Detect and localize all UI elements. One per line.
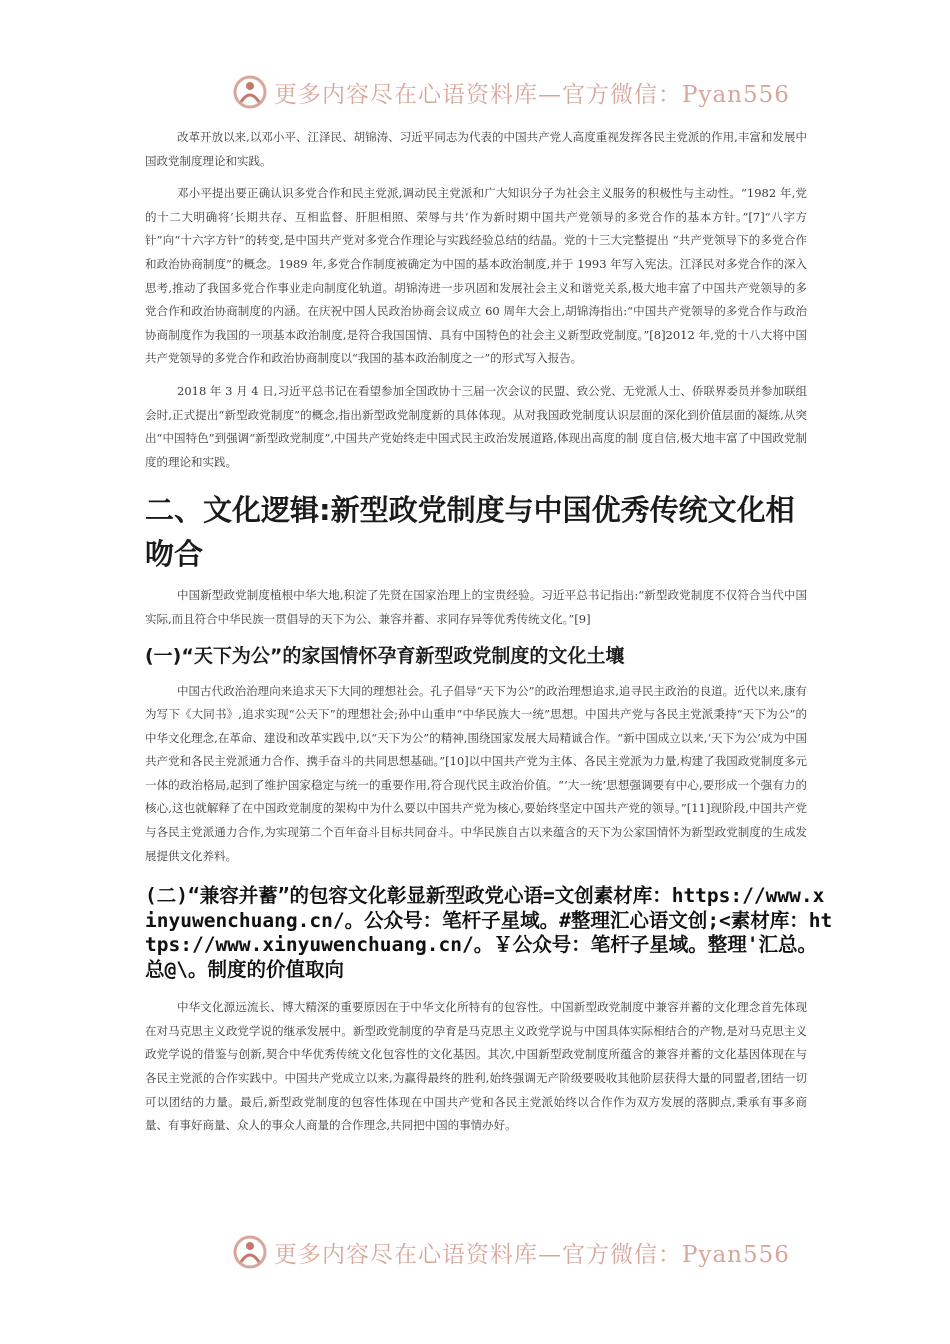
subsection-heading-inclusive-culture: (二)“兼容并蓄”的包容文化彰显新型政党心语=文创素材库：https://www.xinyuwenchuang.cn/。公众号：笔杆子星域。#整理汇心语文创;<素材库：https://www.xinyuwenchuang.cn/。￥公众号：笔杆子星域。整理'汇总。总@\。制度的价值取向 — [145, 884, 833, 981]
header-watermark-text: 更多内容尽在心语资料库—官方微信：Pyan556 — [274, 81, 790, 108]
document-body — [145, 126, 833, 1147]
paragraph-cultural-intro: 中国新型政党制度植根中华大地,积淀了先贤在国家治理上的宝贵经验。习近平总书记指出:“新型政党制度不仅符合当代中国实际,而且符合中华民族一贯倡导的天下为公、兼容并蓄、求同存异等优秀传统文化。”[9] — [145, 588, 807, 626]
subsection-heading-tianxia-weigong: (一)“天下为公”的家国情怀孕育新型政党制度的文化土壤 — [145, 644, 625, 667]
footer-watermark-banner — [232, 1232, 790, 1272]
paragraph-reform-era: 改革开放以来,以邓小平、江泽民、胡锦涛、习近平同志为代表的中国共产党人高度重视发挥各民主党派的作用,丰富和发展中国政党制度理论和实践。 — [145, 130, 807, 168]
paragraph-2018: 2018 年 3 月 4 日,习近平总书记在看望参加全国政协十三届一次会议的民盟、致公党、无党派人士、侨联界委员并参加联组会时,正式提出“新型政党制度”的概念,指出新型政党制度新的具体体现。从对我国政党制度认识层面的深化到价值层面的凝练,从突出“中国特色”到强调“新型政党制度”,中国共产党始终走中国式民主政治发展道路,体现出高度的制 度自信,极大地丰富了中国政党制度的理论和实践。 — [145, 383, 807, 469]
stylized-person-logo-icon — [232, 74, 268, 110]
footer-watermark-text: 更多内容尽在心语资料库—官方微信：Pyan556 — [274, 1241, 790, 1268]
paragraph-deng-xiaoping: 邓小平提出要正确认识多党合作和民主党派,调动民主党派和广大知识分子为社会主义服务的积极性与主动性。“1982 年,党的十二大明确将‘长期共存、互相监督、肝胆相照、荣辱与共’作为新时期中国共产党领导的多党合作的基本方针。”[7]“八字方针”向“十六字方针”的转变,是中国共产党对多党合作理论与实践经验总结的结晶。党的十三大完整提出 “共产党领导下的多党合作和政治协商制度”的概念。1989 年,多党合作制度被确定为中国的基本政治制度,并于 1993 年写入宪法。江泽民对多党合作的深入思考,推动了我国多党合作事业走向制度化轨道。胡锦涛进一步巩固和发展社会主义和谐党关系,极大地丰富了中国共产党领导的多党合作和政治协商制度的内涵。在庆祝中国人民政治协商会议成立 60 周年大会上,胡锦涛指出:“中国共产党领导的多党合作与政治协商制度作为我国的一项基本政治制度,是符合我国国情、具有中国特色的社会主义新型政党制度。”[8]2012 年,党的十八大将中国共产党领导的多党合作和政治协商制度以“我国的基本政治制度之一”的形式写入报告。 — [145, 186, 807, 366]
section-heading-cultural-logic: 二、文化逻辑:新型政党制度与中国优秀传统文化相吻合 — [145, 493, 795, 572]
paragraph-inclusive-culture: 中华文化源远流长、博大精深的重要原因在于中华文化所特有的包容性。中国新型政党制度中兼容并蓄的文化理念首先体现在对马克思主义政党学说的继承发展中。新型政党制度的孕育是马克思主义政党学说与中国具体实际相结合的产物,是对马克思主义政党学说的借鉴与创新,契合中华优秀传统文化包容性的文化基因。其次,中国新型政党制度所蕴含的兼容并蓄的文化基因体现在与各民主党派的合作实践中。中国共产党成立以来,为赢得最终的胜利,始终强调无产阶级要吸收其他阶层获得大量的同盟者,团结一切可以团结的力量。最后,新型政党制度的包容性体现在中国共产党和各民主党派始终以合作作为双方发展的落脚点,秉承有事多商量、有事好商量、众人的事众人商量的合作理念,共同把中国的事情办好。 — [145, 1000, 807, 1133]
paragraph-tianxia-weigong: 中国古代政治治理向来追求天下大同的理想社会。孔子倡导“天下为公”的政治理想追求,追寻民主政治的良道。近代以来,康有为写下《大同书》,追求实现“公天下”的理想社会;孙中山重申“中华民族大一统”思想。中国共产党与各民主党派秉持“天下为公”的中华文化理念,在革命、建设和改革实践中,以“天下为公”的精神,围绕国家发展大局精诚合作。“新中国成立以来,‘天下为公’成为中国共产党和各民主党派通力合作、携手奋斗的共同思想基础。”[10]以中国共产党为主体、各民主党派为力量,构建了我国政党制度多元一体的政治格局,起到了维护国家稳定与统一的重要作用,符合现代民主政治价值。“‘大一统’思想强调要有中心,要形成一个强有力的核心,这也就解释了在中国政党制度的架构中为什么要以中国共产党为核心,要始终坚定中国共产党的领导。”[11]现阶段,中国共产党与各民主党派通力合作,为实现第二个百年奋斗目标共同奋斗。中华民族自古以来蕴含的天下为公家国情怀为新型政党制度的生成发展提供文化养料。 — [145, 683, 807, 863]
stylized-person-logo-icon — [232, 1234, 268, 1270]
header-watermark-banner — [232, 72, 790, 112]
